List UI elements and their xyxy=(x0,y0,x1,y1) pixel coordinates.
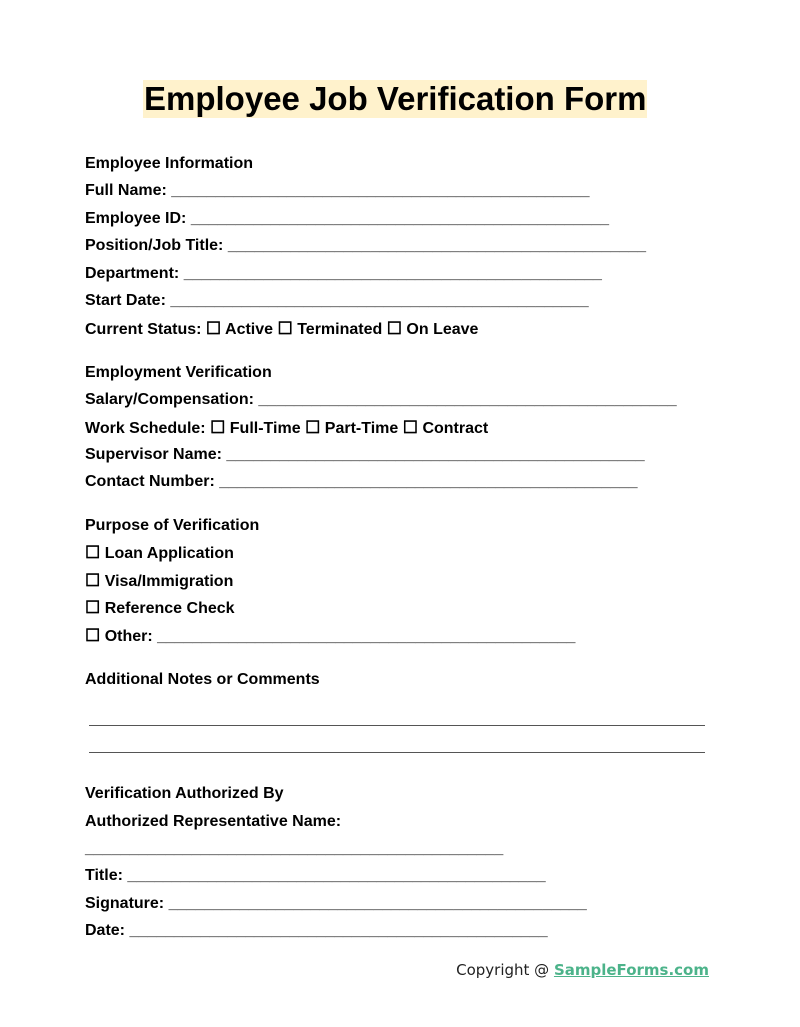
section-heading-notes: Additional Notes or Comments xyxy=(85,671,320,688)
brand-link[interactable]: SampleForms.com xyxy=(553,961,709,979)
salary-blank[interactable]: _______________________________________________ xyxy=(258,391,677,408)
signature-field[interactable] xyxy=(85,894,587,914)
notes-line-1[interactable] xyxy=(89,725,705,726)
title-label: Title: xyxy=(85,867,123,884)
department-field[interactable] xyxy=(85,264,602,284)
checkbox-loan[interactable]: ☐ xyxy=(85,543,101,562)
department-label: Department: xyxy=(85,265,180,282)
contact-field[interactable] xyxy=(85,472,637,492)
visa-label: Visa/Immigration xyxy=(104,573,234,590)
checkbox-part-time[interactable]: ☐ xyxy=(305,418,321,437)
date-label: Date: xyxy=(85,922,126,939)
part-time-label: Part-Time xyxy=(324,420,399,437)
work-schedule-label: Work Schedule: xyxy=(85,420,206,437)
rep-name-label: Authorized Representative Name: xyxy=(85,813,342,830)
start-date-blank[interactable]: _______________________________________________ xyxy=(170,292,589,309)
current-status-row xyxy=(85,319,478,340)
date-blank[interactable]: _______________________________________________ xyxy=(129,922,548,939)
salary-label: Salary/Compensation: xyxy=(85,391,254,408)
employee-id-blank[interactable]: _______________________________________________ xyxy=(190,210,610,227)
rep-name-blank[interactable]: _______________________________________________ xyxy=(85,840,504,857)
full-time-label: Full-Time xyxy=(229,420,301,437)
signature-label: Signature: xyxy=(85,895,165,912)
copyright-footer xyxy=(456,961,709,979)
title-field[interactable] xyxy=(85,866,546,886)
other-label: Other: xyxy=(104,628,153,645)
salary-field[interactable] xyxy=(85,390,677,410)
checkbox-visa[interactable]: ☐ xyxy=(85,571,101,590)
position-label: Position/Job Title: xyxy=(85,237,224,254)
checkbox-reference[interactable]: ☐ xyxy=(85,598,101,617)
full-name-field[interactable] xyxy=(85,181,589,201)
status-terminated-label: Terminated xyxy=(297,321,383,338)
checkbox-active[interactable]: ☐ xyxy=(205,319,222,338)
checkbox-on-leave[interactable]: ☐ xyxy=(386,319,402,338)
purpose-reference-row xyxy=(85,598,235,619)
status-active-label: Active xyxy=(225,321,274,338)
full-name-label: Full Name: xyxy=(85,182,167,199)
employee-id-field[interactable] xyxy=(85,209,609,229)
checkbox-contract[interactable]: ☐ xyxy=(402,418,418,437)
current-status-label: Current Status: xyxy=(85,321,202,338)
work-schedule-row xyxy=(85,418,488,439)
checkbox-full-time[interactable]: ☐ xyxy=(210,418,226,437)
position-field[interactable] xyxy=(85,236,646,256)
employee-id-label: Employee ID: xyxy=(85,210,187,227)
section-heading-purpose: Purpose of Verification xyxy=(85,517,260,534)
supervisor-field[interactable] xyxy=(85,445,645,465)
other-blank[interactable]: _______________________________________________ xyxy=(157,628,576,645)
date-field[interactable] xyxy=(85,921,548,941)
contact-blank[interactable]: _______________________________________________ xyxy=(219,473,638,490)
full-name-blank[interactable]: _______________________________________________ xyxy=(171,182,590,199)
title-blank[interactable]: _______________________________________________ xyxy=(127,867,546,884)
contact-label: Contact Number: xyxy=(85,473,215,490)
checkbox-terminated[interactable]: ☐ xyxy=(277,319,293,338)
contract-label: Contract xyxy=(422,420,489,437)
status-on-leave-label: On Leave xyxy=(406,321,479,338)
department-blank[interactable]: _______________________________________________ xyxy=(183,265,602,282)
loan-label: Loan Application xyxy=(104,545,234,562)
purpose-other-row xyxy=(85,626,575,647)
page-title: Employee Job Verification Form xyxy=(144,80,647,117)
purpose-loan-row xyxy=(85,543,234,564)
start-date-field[interactable] xyxy=(85,291,589,311)
signature-blank[interactable]: _______________________________________________ xyxy=(168,895,587,912)
notes-line-2[interactable] xyxy=(89,752,705,753)
supervisor-blank[interactable]: _______________________________________________ xyxy=(226,446,645,463)
section-heading-authorization: Verification Authorized By xyxy=(85,785,284,802)
section-heading-employee-info: Employee Information xyxy=(85,155,254,172)
section-heading-employment: Employment Verification xyxy=(85,364,272,381)
reference-label: Reference Check xyxy=(104,600,235,617)
checkbox-other[interactable]: ☐ xyxy=(85,626,101,645)
position-blank[interactable]: _______________________________________________ xyxy=(227,237,647,254)
purpose-visa-row xyxy=(85,571,233,592)
copyright-text: Copyright @ xyxy=(456,961,554,979)
start-date-label: Start Date: xyxy=(85,292,166,309)
supervisor-label: Supervisor Name: xyxy=(85,446,222,463)
